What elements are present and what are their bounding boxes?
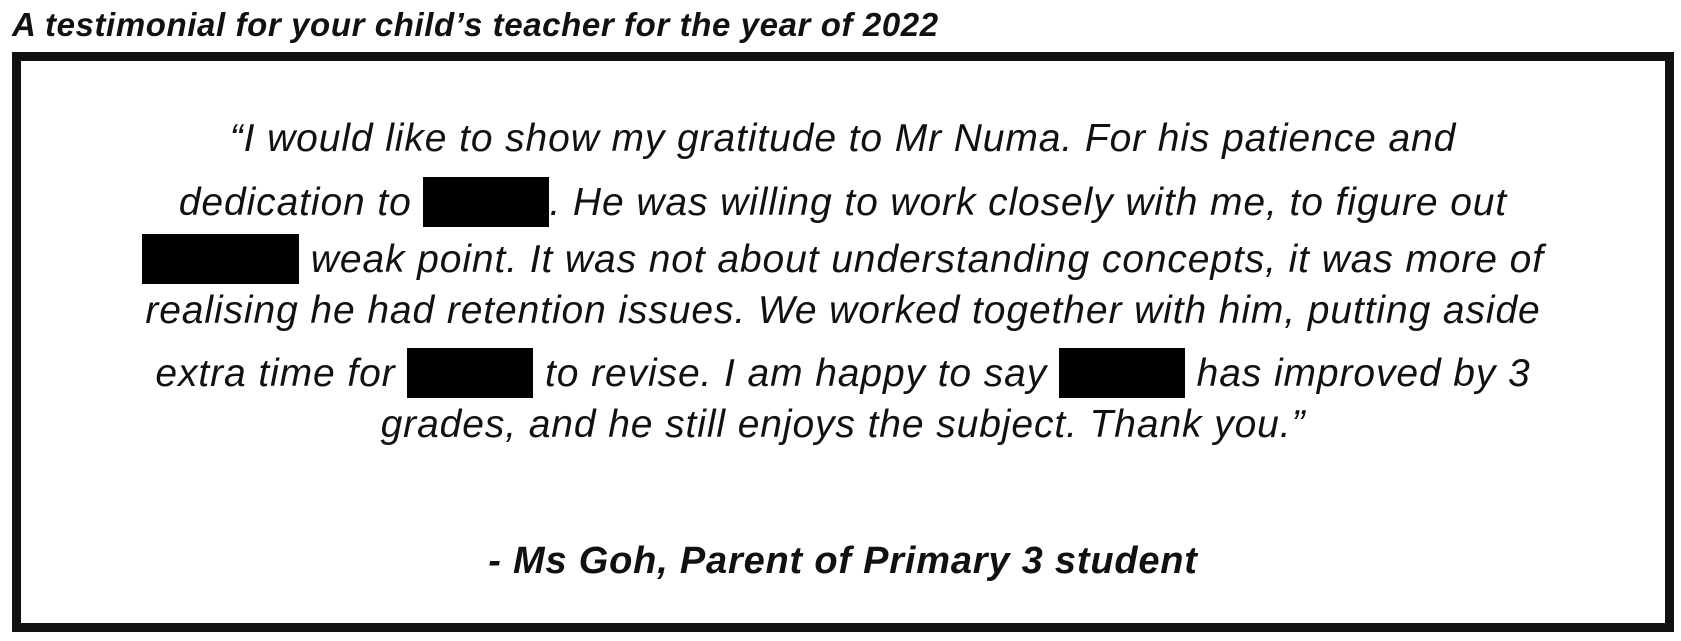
redacted-name (423, 177, 549, 227)
redacted-name (1059, 348, 1185, 398)
signature: - Ms Goh, Parent of Primary 3 student (488, 540, 1198, 582)
quote-text: . He was willing to work closely with me, to figure out (549, 181, 1508, 224)
quote-line-1 (21, 119, 1665, 158)
quote-line-2 (21, 177, 1665, 227)
quote-text: extra time for (155, 352, 408, 395)
testimonial-box (12, 52, 1674, 632)
quote-text: grades, and he still enjoys the subject. Thank you.” (380, 403, 1306, 446)
quote-line-6 (21, 405, 1665, 444)
quote-text: weak point. It was not about understanding concepts, it was more of (299, 238, 1544, 281)
quote-text: realising he had retention issues. We worked together with him, putting aside (145, 289, 1541, 332)
quote-text: has improved by 3 (1184, 352, 1531, 395)
quote-text: to revise. I am happy to say (533, 352, 1059, 395)
quote-text: dedication to (178, 181, 424, 224)
redacted-name (407, 348, 533, 398)
redacted-name (142, 234, 299, 284)
quote-text: “I would like to show my gratitude to Mr Numa. For his patience and (229, 117, 1457, 160)
quote-line-4 (21, 291, 1665, 330)
quote-line-3 (21, 234, 1665, 284)
page-title: A testimonial for your child’s teacher for the year of 2022 (12, 6, 939, 43)
quote-line-5 (21, 348, 1665, 398)
